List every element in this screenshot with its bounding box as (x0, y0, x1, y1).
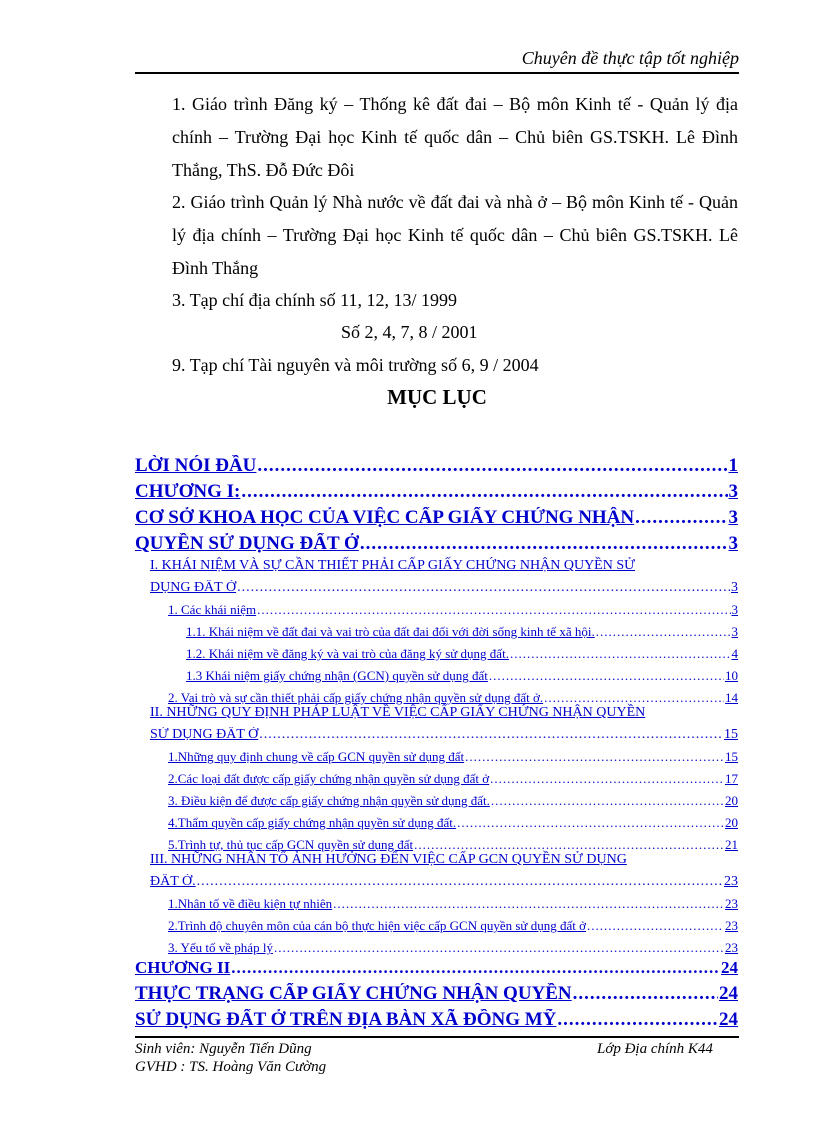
toc-entry[interactable]: CHƯƠNG I: ..... 3 (135, 481, 738, 503)
footer-rule (135, 1036, 739, 1038)
toc-entry[interactable]: 1.Những quy định chung về cấp GCN quyền sử dụng đất ..... 15 (168, 749, 738, 765)
page-header-title: Chuyên đề thực tập tốt nghiệp (521, 48, 739, 68)
toc-entry[interactable]: 1. Các khái niệm ..... 3 (168, 602, 738, 618)
reference-3: 3. Tạp chí địa chính số 11, 12, 13/ 1999 (172, 290, 457, 310)
toc-entry[interactable]: SỬ DỤNG ĐẤT Ở TRÊN ĐỊA BÀN XÃ ĐỒNG MỸ ..... 24 (135, 1009, 738, 1031)
toc-entry[interactable]: LỜI NÓI ĐẦU ..... 1 (135, 455, 738, 477)
toc-entry[interactable]: 1.Nhân tố về điều kiện tự nhiên ..... 23 (168, 896, 738, 912)
footer-advisor: GVHD : TS. Hoàng Văn Cường (135, 1059, 327, 1075)
toc-entry[interactable]: QUYỀN SỬ DỤNG ĐẤT Ở ..... 3 (135, 533, 738, 555)
footer-class: Lớp Địa chính K44 (597, 1041, 713, 1057)
toc-entry[interactable]: 1.3 Khái niệm giấy chứng nhận (GCN) quyền sử dụng đất ..... 10 (186, 668, 738, 684)
toc-entry[interactable]: 2. Vai trò và sự cần thiết phải cấp giấy chứng nhận quyền sử dụng đất ở. ..... 14 (168, 690, 738, 706)
header-rule (135, 72, 739, 74)
toc-entry[interactable]: DỤNG ĐẤT Ở ..... 3 (150, 580, 738, 596)
toc-entry[interactable]: CHƯƠNG II ..... 24 (135, 958, 738, 978)
toc-entry[interactable]: 3. Điều kiện để được cấp giấy chứng nhận quyền sử dụng đất. ..... 20 (168, 793, 738, 809)
toc-entry-wrapped-line[interactable]: I. KHÁI NIỆM VÀ SỰ CẦN THIẾT PHẢI CẤP GIẤY CHỨNG NHẬN QUYỀN SỬ (150, 558, 635, 573)
toc-entry[interactable]: 1.2. Khái niệm về đăng ký và vai trò của đăng ký sử dụng đất. ..... 4 (186, 646, 738, 662)
toc-entry-wrapped-line[interactable]: III. NHỮNG NHÂN TỐ ẢNH HƯỞNG ĐẾN VIỆC CẤP GCN QUYỀN SỬ DỤNG (150, 852, 627, 867)
footer-student: Sinh viên: Nguyễn Tiến Dũng (135, 1041, 312, 1057)
toc-entry[interactable]: 4.Thẩm quyền cấp giấy chứng nhận quyền sử dụng đất. ..... 20 (168, 815, 738, 831)
toc-entry[interactable]: SỬ DỤNG ĐẤT Ở ..... 15 (150, 727, 738, 743)
toc-entry[interactable]: 2.Các loại đất được cấp giấy chứng nhận quyền sử dụng đất ở ..... 17 (168, 771, 738, 787)
toc-entry[interactable]: 1.1. Khái niệm về đất đai và vai trò của đất đai đối với đời sống kinh tế xã hội. ..... 3 (186, 624, 738, 640)
toc-entry[interactable]: 3. Yếu tố về pháp lý ..... 23 (168, 940, 738, 956)
reference-2: 2. Giáo trình Quản lý Nhà nước về đất đai và nhà ở – Bộ môn Kinh tế - Quản lý địa chính – Trường Đại học Kinh tế quốc dân – Chủ biên GS.TSKH. Lê Đình Thắng (172, 192, 738, 278)
toc-entry[interactable]: 2.Trình độ chuyên môn của cán bộ thực hiện việc cấp GCN quyền sử dụng đất ở ..... 23 (168, 918, 738, 934)
reference-9: 9. Tạp chí Tài nguyên và môi trường số 6, 9 / 2004 (172, 355, 539, 375)
toc-entry[interactable]: THỰC TRẠNG CẤP GIẤY CHỨNG NHẬN QUYỀN ..... 24 (135, 983, 738, 1005)
reference-1: 1. Giáo trình Đăng ký – Thống kê đất đai – Bộ môn Kinh tế - Quản lý địa chính – Trường Đại học Kinh tế quốc dân – Chủ biên GS.TSKH. Lê Đình Thắng, ThS. Đỗ Đức Đôi (172, 94, 738, 180)
toc-entry[interactable]: 5.Trình tự, thủ tục cấp GCN quyền sử dụng đất ..... 21 (168, 837, 738, 853)
reference-3-continued: Số 2, 4, 7, 8 / 2001 (341, 322, 478, 342)
toc-entry[interactable]: ĐẤT Ở. ..... 23 (150, 874, 738, 890)
toc-entry[interactable]: CƠ SỞ KHOA HỌC CỦA VIỆC CẤP GIẤY CHỨNG NHẬN ..... 3 (135, 507, 738, 529)
toc-entry-wrapped-line[interactable]: II. NHỮNG QUY ĐỊNH PHÁP LUẬT VỀ VIỆC CẤP GIẤY CHỨNG NHẬN QUYỀN (150, 705, 646, 720)
toc-title: MỤC LỤC (387, 385, 487, 409)
